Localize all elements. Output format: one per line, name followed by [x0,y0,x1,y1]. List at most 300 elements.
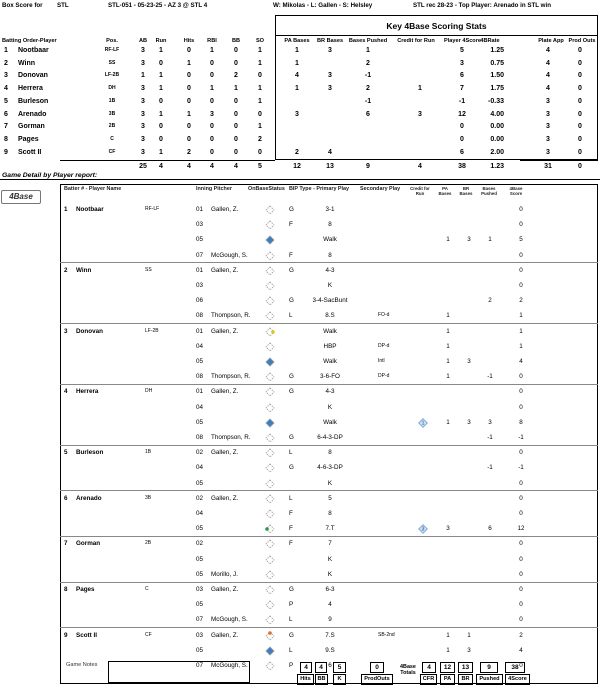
detail-cell-inn: 05 [196,236,204,244]
detail-cell-name: Winn [76,266,92,274]
cell-run: 1 [159,47,163,54]
plate-appearance-row [60,567,598,583]
cell-br: 3 [328,47,332,54]
report-header [0,0,600,12]
detail-cell-pitcher: Thompson, R. [211,434,251,441]
cell-cfr: 3 [418,110,422,118]
cell-br: 3 [328,72,332,80]
onbase-diamond-icon [265,448,275,458]
cell-rbi: 0 [210,148,214,156]
detail-cell-num: 4 [64,388,68,396]
cell-n: 5 [4,97,8,105]
batting-row [0,136,600,147]
detail-cell-inn: 05 [196,358,204,365]
cell-po: 0 [578,97,582,105]
batting-row [0,98,600,109]
detail-cell-pa: 1 [446,418,450,426]
detail-cell-pos: DH [145,388,153,395]
cell-bp: 2 [366,59,370,67]
cell-pa: 1 [295,59,299,67]
detail-cell-play: 6-4-3-DP [317,434,343,441]
plate-appearance-row [60,552,598,568]
cell-n: 3 [4,72,8,80]
cell-rbi: 3 [210,110,214,118]
detail-cell-inn: 01 [196,388,204,396]
plate-appearance-row [60,415,598,431]
cell-n: 4 [4,85,8,93]
cell-pos: DH [108,85,116,92]
detail-cell-inn: 05 [196,570,204,578]
total-ab: 25 [139,163,147,170]
cell-pos: 3B [108,110,116,117]
batting-row [0,60,600,71]
detail-cell-inn: 03 [196,631,204,639]
detail-cell-score: 2 [519,297,523,305]
cell-rate: 0.75 [490,59,504,67]
detail-cell-bip: L [289,494,293,502]
detail-cell-bip: L [289,312,293,320]
cell-n: 6 [4,110,8,118]
detail-cell-bp: 1 [488,236,492,244]
detail-cell-bip: L [289,616,293,624]
total-pa: 12 [293,163,301,170]
detail-cell-play: K [327,403,333,411]
cell-name: Winn [18,59,36,67]
credit-for-run-value: 3 [421,526,425,533]
detail-cell-pa: 3 [446,525,450,533]
detail-cell-inn: 06 [196,297,204,305]
detail-cell-inn: 05 [196,418,204,426]
cell-name: Donovan [18,72,48,80]
cell-bb: 1 [234,85,238,93]
total-po: 0 [578,163,582,170]
onbase-diamond-icon [265,600,275,610]
cell-br: 3 [328,85,332,93]
footer-br-value: 13 [458,662,473,673]
footer-cfr-label: CFR [420,674,437,685]
cell-pos: LF-2B [104,72,120,79]
cell-n: 1 [4,47,8,54]
detail-cell-play: 7.S [325,631,335,639]
plate-appearance-row [60,278,598,294]
detail-cell-pos: 1B [145,449,152,456]
cell-hits: 0 [187,72,191,80]
detail-cell-play: 4-3 [325,266,335,274]
cell-score: 6 [460,72,464,80]
cell-run: 0 [159,123,163,131]
detail-cell-pitcher: McGough, S. [211,662,248,669]
onbase-diamond-icon [265,570,275,580]
detail-cell-name: Nootbaar [76,206,104,213]
detail-cell-play: Walk [323,358,337,365]
batter-separator [60,384,598,385]
detail-cell-inn: 04 [196,403,204,411]
col-header-score: Player 4Score [444,38,482,44]
onbase-diamond-icon [265,235,275,245]
detail-cell-inn: 02 [196,449,204,457]
cell-pos: C [110,135,114,142]
cell-rate: 1.75 [490,85,504,93]
cell-pa: 1 [295,85,299,93]
cell-bb: 0 [234,148,238,156]
detail-cell-inn: 03 [196,282,204,289]
detail-cell-pa: 1 [446,358,450,365]
cell-hits: 1 [187,110,191,118]
batter-separator [60,262,598,263]
cell-po: 0 [578,72,582,80]
cell-hits: 0 [187,135,191,143]
cell-pla: 4 [546,59,550,67]
detail-cell-pitcher: Morillo, J. [211,570,238,578]
cell-run: 0 [159,59,163,67]
col-header-rate: 4BRate [480,38,500,44]
onbase-diamond-icon [265,403,275,413]
cell-pa: 3 [295,110,299,118]
batter-separator [60,445,598,446]
detail-cell-score: 0 [519,388,523,396]
detail-cell-play: 8 [328,221,332,229]
cell-score: 5 [460,47,464,54]
detail-cell-score: 2 [519,631,523,639]
detail-cell-play: K [327,570,333,578]
detail-header-bp: Bases Pushed [481,186,497,196]
detail-cell-score: 0 [519,540,523,548]
detail-cell-br: 3 [467,236,471,244]
detail-header-onbase: OnBaseStatus [248,186,285,192]
detail-cell-play: K [327,555,333,563]
cell-po: 0 [578,59,582,67]
total-score: 38 [458,163,466,170]
cell-ab: 1 [141,72,145,80]
detail-cell-inn: 04 [196,510,204,517]
detail-cell-inn: 02 [196,494,204,502]
onbase-diamond-icon [265,463,275,473]
total-so: 5 [258,163,262,170]
cell-name: Burleson [18,97,49,105]
detail-cell-name: Pages [76,586,95,593]
detail-cell-score: 0 [519,616,523,624]
detail-cell-play: 4-6-3-DP [317,464,343,472]
detail-cell-pos: 3B [145,494,152,501]
batter-separator [60,582,598,583]
detail-cell-bip: F [289,251,293,259]
plate-appearance-row [60,308,598,324]
detail-cell-inn: 07 [196,251,204,259]
detail-cell-pos: C [145,586,149,592]
batting-row [0,72,600,83]
credit-for-run-value: 1 [421,420,425,427]
cell-rate: 1.50 [490,72,504,80]
footer-pa-label: PA [440,674,455,685]
detail-cell-bp: 6 [488,525,492,533]
onbase-diamond-icon [265,372,275,382]
detail-cell-pa: 1 [446,312,450,320]
detail-cell-bip: P [289,662,294,669]
batter-separator [60,323,598,324]
cell-so: 1 [258,85,262,93]
detail-cell-score: 0 [519,510,523,517]
detail-cell-sec: FO-d [378,312,390,319]
detail-cell-score: 1 [519,312,523,320]
col-header-plate-app: Plate App [538,38,564,44]
detail-cell-pitcher: Gallen, Z. [211,586,239,593]
detail-cell-play: 8 [328,510,332,517]
fourbase-logo: 4Base [1,190,41,204]
detail-cell-play: K [327,479,333,487]
detail-cell-bip: G [289,464,294,472]
detail-cell-bp: -1 [487,434,493,441]
cell-score: 6 [460,148,464,156]
detail-cell-play: 9 [328,616,332,624]
plate-appearance-row [60,202,598,218]
cell-po: 0 [578,123,582,131]
total-cfr: 4 [418,163,422,170]
total-pla: 31 [544,163,552,170]
total-rate: 1.23 [490,163,504,170]
detail-cell-score: 1 [519,327,523,335]
detail-cell-score: 0 [519,601,523,609]
plate-appearance-row [60,612,598,628]
onbase-diamond-icon [265,418,275,428]
onbase-diamond-icon [265,281,275,291]
plate-appearance-row [60,460,598,476]
cell-pa: 4 [295,72,299,80]
cell-so: 0 [258,110,262,118]
detail-cell-bip: F [289,221,293,229]
cell-name: Arenado [18,110,47,118]
cell-so: 1 [258,59,262,67]
col-header-prod-outs: Prod Outs [568,38,596,44]
onbase-diamond-icon [265,387,275,397]
detail-cell-score: 0 [519,266,523,274]
cell-bb: 0 [234,110,238,118]
detail-cell-score: 1 [519,342,523,350]
plate-appearance-row [60,521,598,537]
total-br: 13 [326,163,334,170]
onbase-diamond-icon [265,646,275,656]
onbase-diamond-icon [265,615,275,625]
onbase-diamond-icon [265,524,275,534]
detail-cell-sec: DP-d [378,373,390,380]
cell-so: 1 [258,123,262,131]
cell-ab: 3 [141,135,145,143]
cell-pla: 3 [546,110,550,118]
detail-cell-bp: 3 [488,418,492,426]
footer-k-value: 5 [333,662,346,673]
plate-appearance-row [60,324,598,340]
detail-header-bip: BIP Type - Primary Play [289,186,350,192]
detail-cell-pa: 1 [446,236,450,244]
detail-cell-play: Walk [323,418,337,426]
plate-appearance-row [60,430,598,446]
col-header-br-bases: BR Bases [316,38,344,44]
cell-rate: 1.25 [490,47,504,54]
cell-name: Pages [18,135,39,143]
detail-cell-score: 0 [519,662,523,669]
detail-cell-play: 4-3 [325,388,335,396]
footer-bb-value: 4 [315,662,327,673]
detail-cell-pa: 1 [446,631,450,639]
cell-bp: -1 [364,97,372,105]
detail-cell-sec: DP-d [378,342,390,349]
cell-bb: 0 [234,97,238,105]
team-name: STL [57,2,69,9]
cell-score: 0 [460,123,464,131]
detail-cell-score: 4 [519,646,523,654]
detail-cell-name: Herrera [76,388,99,396]
cell-ab: 3 [141,59,145,67]
batter-separator [60,536,598,537]
batting-row [0,149,600,160]
game-notes-box[interactable] [108,661,250,683]
cell-run: 0 [159,135,163,143]
cell-name: Scott II [18,148,42,156]
detail-cell-play: 7 [328,540,332,548]
detail-title: Game Detail by Player report: [2,172,98,179]
cell-pla: 4 [546,47,550,54]
detail-cell-play: 8 [328,251,332,259]
onbase-diamond-icon [265,266,275,276]
footer-br-label: BR [458,674,473,685]
cell-po: 0 [578,110,582,118]
cell-so: 1 [258,97,262,105]
cell-name: Nootbaar [18,47,49,54]
cell-bb: 2 [234,72,238,80]
plate-appearance-row [60,217,598,233]
plate-appearance-row [60,445,598,461]
detail-cell-inn: 03 [196,586,204,593]
detail-cell-bp: -1 [487,373,493,381]
detail-cell-pos: RF-LF [145,206,160,212]
footer-pa-value: 12 [440,662,455,673]
detail-cell-inn: 08 [196,373,204,381]
detail-cell-pitcher: Thompson, R. [211,373,251,381]
cell-so: 1 [258,47,262,54]
detail-cell-name: Gorman [76,540,101,548]
detail-cell-name: Arenado [76,494,102,502]
detail-cell-pa: 1 [446,646,450,654]
detail-cell-play: Walk [323,236,337,244]
detail-cell-pitcher: Gallen, Z. [211,206,239,213]
footer-hits-value: 4 [300,662,312,673]
cell-n: 7 [4,123,8,131]
detail-cell-bp: -1 [487,464,493,472]
cell-ab: 3 [141,85,145,93]
detail-cell-score: 0 [519,586,523,593]
plate-appearance-row [60,506,598,522]
detail-cell-pitcher: McGough, S. [211,251,248,259]
detail-cell-bp: 2 [488,297,492,305]
plate-appearance-row [60,628,598,644]
col-header-bases-pushed: Bases Pushed [348,38,388,44]
detail-cell-inn: 08 [196,312,204,320]
cell-pla: 3 [546,135,550,143]
cell-rate: 2.00 [490,148,504,156]
onbase-diamond-icon [265,251,275,261]
cell-ab: 3 [141,110,145,118]
detail-cell-inn: 03 [196,221,204,229]
detail-cell-play: 3-1 [325,206,335,213]
detail-cell-bip: L [289,646,293,654]
cell-rbi: 0 [210,59,214,67]
col-header-cfr: Credit for Run [397,38,435,44]
plate-appearance-row [60,582,598,598]
detail-header-br: BR Bases [459,186,473,196]
plate-appearance-row [60,491,598,507]
footer-pushed-label: Pushed [476,674,503,685]
detail-cell-num: 6 [64,494,68,502]
detail-cell-pa: 1 [446,342,450,350]
detail-header-inning: Inning Pitcher [196,186,232,192]
cell-bb: 0 [234,135,238,143]
cell-cfr: 1 [418,85,422,93]
box-score-for-label: Box Score for [2,2,43,9]
cell-hits: 0 [187,47,191,54]
cell-bb: 0 [234,47,238,54]
cell-po: 0 [578,135,582,143]
detail-cell-bip: L [289,449,293,457]
detail-cell-play: 3-4-SacBunt [312,297,348,305]
footer-cfr-value: 4 [422,662,436,673]
plate-appearance-row [60,293,598,309]
totals-line-right [520,160,598,161]
detail-cell-score: 0 [519,555,523,563]
footer-k-label: K [333,674,346,685]
plate-appearance-row [60,263,598,279]
cell-run: 0 [159,97,163,105]
detail-cell-inn: 08 [196,434,204,441]
detail-header-score: 4Base Score [509,186,523,196]
detail-cell-play: 7.T [325,525,335,533]
detail-cell-br: 3 [467,646,471,654]
onbase-diamond-icon [265,585,275,595]
cell-so: 0 [258,72,262,80]
onbase-diamond-icon [265,357,275,367]
cell-pla: 3 [546,97,550,105]
detail-cell-score: 0 [519,449,523,457]
onbase-diamond-icon [265,342,275,352]
cell-bp: 6 [366,110,370,118]
detail-cell-pitcher: Gallen, Z. [211,266,239,274]
detail-cell-play: 6 [328,662,332,669]
cell-pla: 3 [546,148,550,156]
detail-header-cfr: Credit for Run [410,186,430,196]
cell-pa: 1 [295,47,299,54]
total-rbi: 4 [210,163,214,170]
cell-bb: 0 [234,123,238,131]
detail-cell-num: 3 [64,327,68,335]
col-header-rbi: RBI [207,38,217,44]
detail-cell-num: 2 [64,266,68,274]
detail-cell-inn: 05 [196,601,204,609]
detail-cell-score: 12 [517,525,525,533]
cell-hits: 0 [187,123,191,131]
cell-score: 3 [460,59,464,67]
detail-cell-play: 6-3 [325,586,335,593]
total-hits: 4 [187,163,191,170]
cell-hits: 1 [187,59,191,67]
detail-cell-inn: 05 [196,479,204,487]
col-header-pos: Pos. [106,38,118,44]
detail-cell-pitcher: Thompson, R. [211,312,251,320]
detail-cell-pa: 1 [446,373,450,381]
detail-cell-bip: G [289,206,294,213]
detail-cell-inn: 07 [196,616,204,624]
cell-hits: 0 [187,85,191,93]
onbase-diamond-icon [265,205,275,215]
onbase-diamond-icon [265,296,275,306]
onbase-diamond-icon [265,494,275,504]
